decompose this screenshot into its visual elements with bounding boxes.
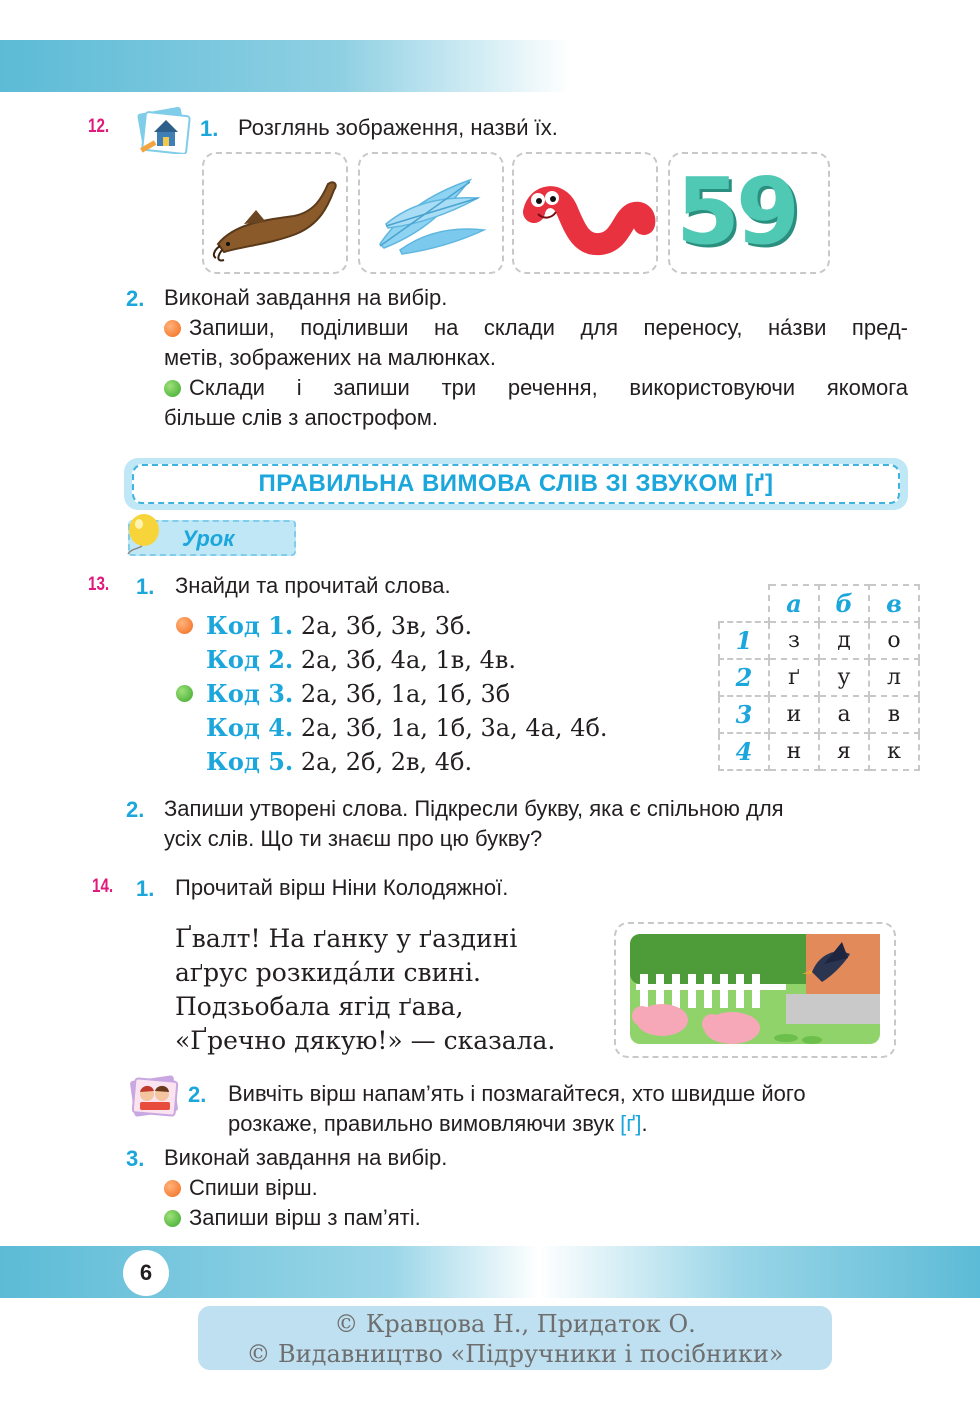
option-orange <box>164 1173 318 1203</box>
sound-symbol: [ґ] <box>620 1111 642 1136</box>
grid-cell: в <box>869 696 919 733</box>
task-number: 2. <box>126 797 145 822</box>
code-label: Код 1. <box>206 611 294 640</box>
orange-dot-icon <box>164 1180 181 1197</box>
page-number: 6 <box>123 1250 169 1296</box>
section-banner <box>124 458 908 510</box>
house-task-icon <box>136 104 192 154</box>
image-card-number <box>668 152 830 274</box>
image-card-catfish <box>202 152 348 274</box>
section-title: ПРАВИЛЬНА ВИМОВА СЛІВ ЗІ ЗВУКОМ [ґ] <box>132 464 900 504</box>
copyright-line: © Видавництво «Підручники і посібники» <box>246 1340 784 1368</box>
code-line-5 <box>206 745 472 779</box>
feathers-icon <box>360 154 502 272</box>
letter-grid <box>718 584 920 771</box>
code-label: Код 3. <box>206 679 294 708</box>
task-text: Прочитай вірш Ніни Колодяжної. <box>175 875 509 900</box>
task-text-prefix: розкаже, правильно вимовляючи звук <box>228 1111 621 1136</box>
code-value: 2а, 3б, 3в, 3б. <box>300 612 473 640</box>
task-text-line1: Вивчіть вірш напам’ять і позмагайтеся, хто швидше його <box>228 1081 806 1106</box>
option-green-continued: більше слів з апострофом. <box>164 405 439 430</box>
grid-row <box>719 622 919 659</box>
code-label: Код 5. <box>206 747 294 776</box>
code-line-1 <box>206 609 472 643</box>
poem-line: Ґвалт! На ґанку у ґаздині <box>175 924 518 953</box>
code-line-4 <box>206 711 608 745</box>
option-text: Спиши вірш. <box>189 1175 318 1200</box>
exercise-number-13: 13. <box>88 574 110 595</box>
code-value: 2а, 3б, 4а, 1в, 4в. <box>300 646 516 674</box>
task-text: Знайди та прочитай слова. <box>175 573 451 598</box>
poem-line: аґрус розкида́ли свині. <box>175 958 481 987</box>
digits-number: 59 <box>676 158 797 265</box>
exercise-number-12: 12. <box>88 116 110 137</box>
green-dot-icon <box>164 1210 181 1227</box>
option-green <box>164 373 908 403</box>
option-orange-continued: метів, зображених на малюнках. <box>164 345 496 370</box>
lesson-label-text: Урок <box>182 526 235 551</box>
pigs-crow-illustration <box>614 922 896 1058</box>
grid-col-header: а <box>769 585 819 622</box>
grid-cell: а <box>819 696 869 733</box>
orange-dot-icon <box>164 320 181 337</box>
copyright-box <box>198 1306 832 1370</box>
task-text: Виконай завдання на вибір. <box>164 285 448 310</box>
task-text: Виконай завдання на вибір. <box>164 1145 448 1170</box>
grid-row <box>719 659 919 696</box>
task-text-suffix: . <box>641 1111 648 1136</box>
grid-cell: я <box>819 733 869 770</box>
farm-scene-icon <box>616 924 894 1056</box>
option-orange <box>164 313 908 343</box>
grid-cell: ґ <box>769 659 819 696</box>
code-value: 2а, 3б, 1а, 1б, 3а, 4а, 4б. <box>300 714 608 742</box>
catfish-icon <box>204 154 346 272</box>
exercise-number-14: 14. <box>92 876 114 897</box>
header-band <box>0 40 570 92</box>
task-text-line2 <box>228 1109 648 1139</box>
green-dot-icon <box>176 685 193 702</box>
grid-row-header: 1 <box>719 622 769 659</box>
option-text: Запиши, поділивши на склади для переносу, на́зви пред- <box>189 315 908 340</box>
task-text: Розглянь зображення, назви́ їх. <box>238 115 558 140</box>
balloon-icon <box>122 512 162 556</box>
grid-cell: к <box>869 733 919 770</box>
poem-line: «Ґречно дякую!» — сказала. <box>175 1026 556 1055</box>
code-value: 2а, 2б, 2в, 4б. <box>300 748 473 776</box>
grid-cell: и <box>769 696 819 733</box>
task-text-line1: Запиши утворені слова. Підкресли букву, яка є спільною для <box>164 796 784 821</box>
task-number: 1. <box>136 876 155 901</box>
grid-row <box>719 733 919 770</box>
code-line-2 <box>206 643 516 677</box>
grid-row <box>719 696 919 733</box>
grid-col-header: в <box>869 585 919 622</box>
green-dot-icon <box>164 380 181 397</box>
task-number: 1. <box>136 574 155 599</box>
grid-cell: у <box>819 659 869 696</box>
task-text-line2: усіх слів. Що ти знаєш про цю букву? <box>164 826 543 851</box>
grid-cell: д <box>819 622 869 659</box>
grid-row-header: 4 <box>719 733 769 770</box>
orange-dot-icon <box>176 617 193 634</box>
task-number: 1. <box>200 116 219 141</box>
grid-col-header: б <box>819 585 869 622</box>
task-number: 3. <box>126 1146 145 1171</box>
image-card-feathers <box>358 152 504 274</box>
grid-cell: л <box>869 659 919 696</box>
pair-work-icon <box>128 1074 180 1118</box>
option-green <box>164 1203 421 1233</box>
worm-icon <box>514 154 656 272</box>
grid-header-row <box>719 585 919 622</box>
grid-row-header: 3 <box>719 696 769 733</box>
task-number: 2. <box>126 286 145 311</box>
code-label: Код 4. <box>206 713 294 742</box>
grid-row-header: 2 <box>719 659 769 696</box>
copyright-line: © Кравцова Н., Придаток О. <box>334 1310 696 1338</box>
grid-cell: з <box>769 622 819 659</box>
code-value: 2а, 3б, 1а, 1б, 3б <box>300 680 511 708</box>
code-label: Код 2. <box>206 645 294 674</box>
image-card-worm <box>512 152 658 274</box>
grid-corner <box>719 585 769 622</box>
code-line-3 <box>206 677 510 711</box>
grid-cell: н <box>769 733 819 770</box>
option-text: Запиши вірш з пам’яті. <box>189 1205 421 1230</box>
option-text: Склади і запиши три речення, використовуючи якомога <box>189 375 908 400</box>
grid-cell: о <box>869 622 919 659</box>
task-number: 2. <box>188 1082 207 1107</box>
poem-line: Подзьобала ягід ґава, <box>175 992 464 1021</box>
